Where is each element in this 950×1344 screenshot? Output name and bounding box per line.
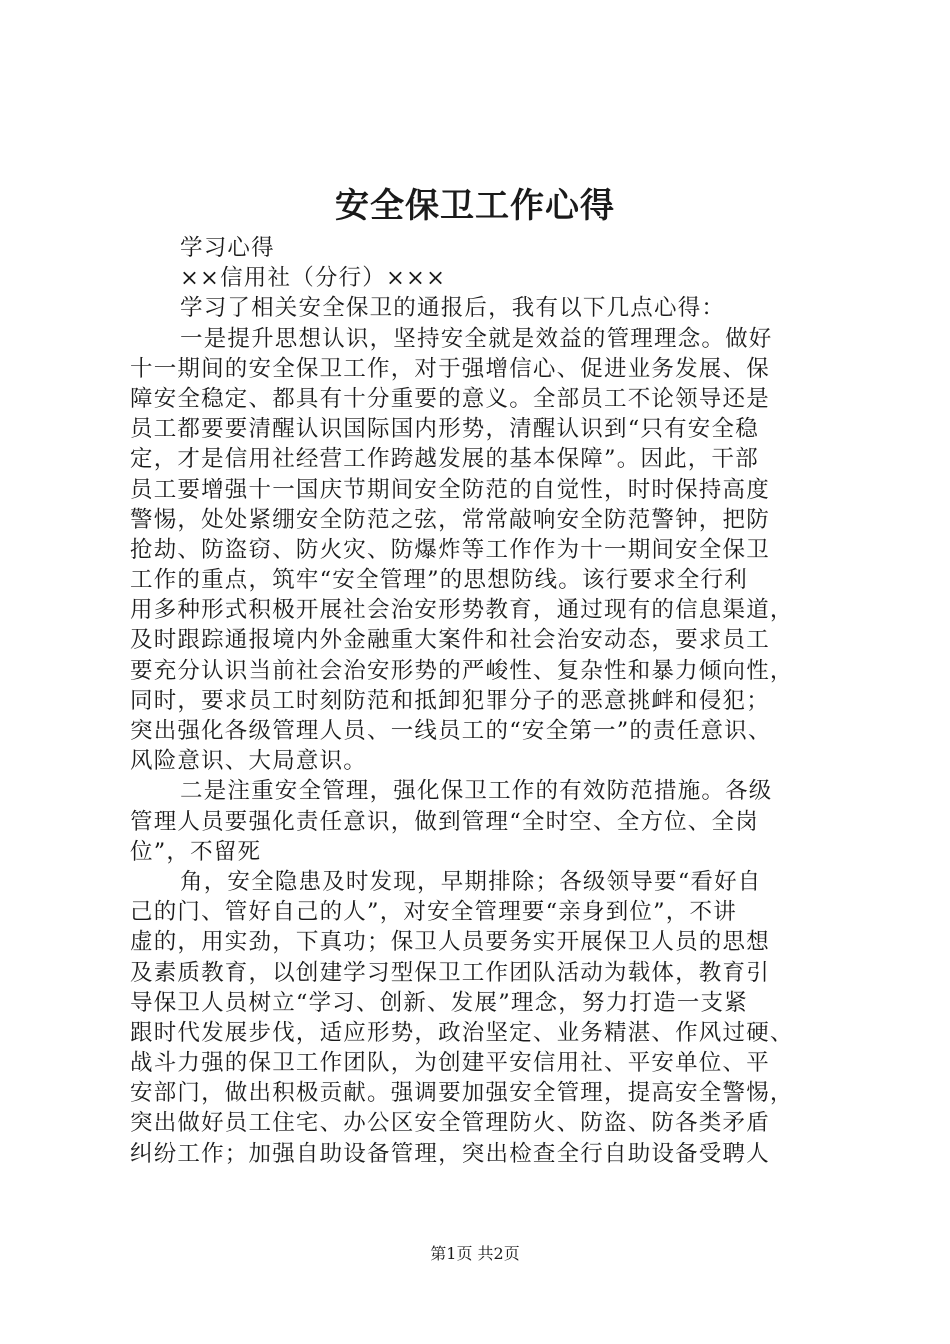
text-line: 学习心得	[180, 235, 275, 261]
text-line: 一是提升思想认识，坚持安全就是效益的管理理念。做好	[180, 325, 773, 352]
text-line: 导保卫人员树立“学习、创新、发展”理念，努力打造一支紧	[130, 989, 748, 1016]
document-body	[130, 233, 830, 1169]
text-line: 同时，要求员工时刻防范和抵卸犯罪分子的恶意挑衅和侵犯；	[130, 687, 770, 714]
text-line: 定，才是信用社经营工作跨越发展的基本保障”。因此，干部	[130, 446, 759, 473]
document-title: 安全保卫工作心得	[335, 186, 615, 226]
text-line: 及素质教育，以创建学习型保卫工作团队活动为载体，教育引	[130, 959, 770, 986]
text-line: 纠纷工作；加强自助设备管理，突出检查全行自助设备受聘人	[130, 1140, 770, 1167]
text-line: 风险意识、大局意识。	[130, 748, 368, 775]
text-line: 抢劫、防盗窃、防火灾、防爆炸等工作作为十一期间安全保卫	[130, 536, 770, 563]
text-line: 障安全稳定、都具有十分重要的意义。全部员工不论领导还是	[130, 385, 770, 412]
text-line: 突出做好员工住宅、办公区安全管理防火、防盗、防各类矛盾	[130, 1110, 770, 1137]
text-line: 管理人员要强化责任意识，做到管理“全时空、全方位、全岗	[130, 808, 759, 835]
text-line: 学习了相关安全保卫的通报后，我有以下几点心得：	[180, 295, 726, 322]
text-line: 警惕，处处紧绷安全防范之弦，常常敲响安全防范警钟，把防	[130, 506, 770, 533]
text-line: ××信用社（分行）×××	[180, 265, 447, 292]
page-footer: 第1页 共2页	[430, 1244, 520, 1263]
text-line: 己的门、管好自己的人”，对安全管理要“亲身到位”，不讲	[130, 899, 737, 926]
text-line: 员工要增强十一国庆节期间安全防范的自觉性，时时保持高度	[130, 476, 770, 503]
text-line: 用多种形式积极开展社会治安形势教育，通过现有的信息渠道，	[130, 597, 794, 624]
text-line: 员工都要要清醒认识国际国内形势，清醒认识到“只有安全稳	[130, 416, 759, 443]
text-line: 二是注重安全管理，强化保卫工作的有效防范措施。各级	[180, 778, 773, 805]
text-line: 要充分认识当前社会治安形势的严峻性、复杂性和暴力倾向性，	[130, 657, 794, 684]
text-line: 及时跟踪通报境内外金融重大案件和社会治安动态，要求员工	[130, 627, 770, 654]
text-line: 角，安全隐患及时发现，早期排除；各级领导要“看好自	[180, 868, 762, 895]
text-line: 战斗力强的保卫工作团队，为创建平安信用社、平安单位、平	[130, 1050, 770, 1077]
text-line: 安部门，做出积极贡献。强调要加强安全管理，提高安全警惕，	[130, 1080, 794, 1107]
text-line: 突出强化各级管理人员、一线员工的“安全第一”的责任意识、	[130, 718, 772, 744]
text-line: 位”，不留死	[130, 838, 262, 865]
text-line: 工作的重点，筑牢“安全管理”的思想防线。该行要求全行利	[130, 567, 748, 594]
text-line: 跟时代发展步伐，适应形势，政治坚定、业务精湛、作风过硬、	[130, 1019, 794, 1046]
text-line: 虚的，用实劲，下真功；保卫人员要务实开展保卫人员的思想	[130, 929, 770, 956]
text-line: 十一期间的安全保卫工作，对于强增信心、促进业务发展、保	[130, 355, 770, 382]
